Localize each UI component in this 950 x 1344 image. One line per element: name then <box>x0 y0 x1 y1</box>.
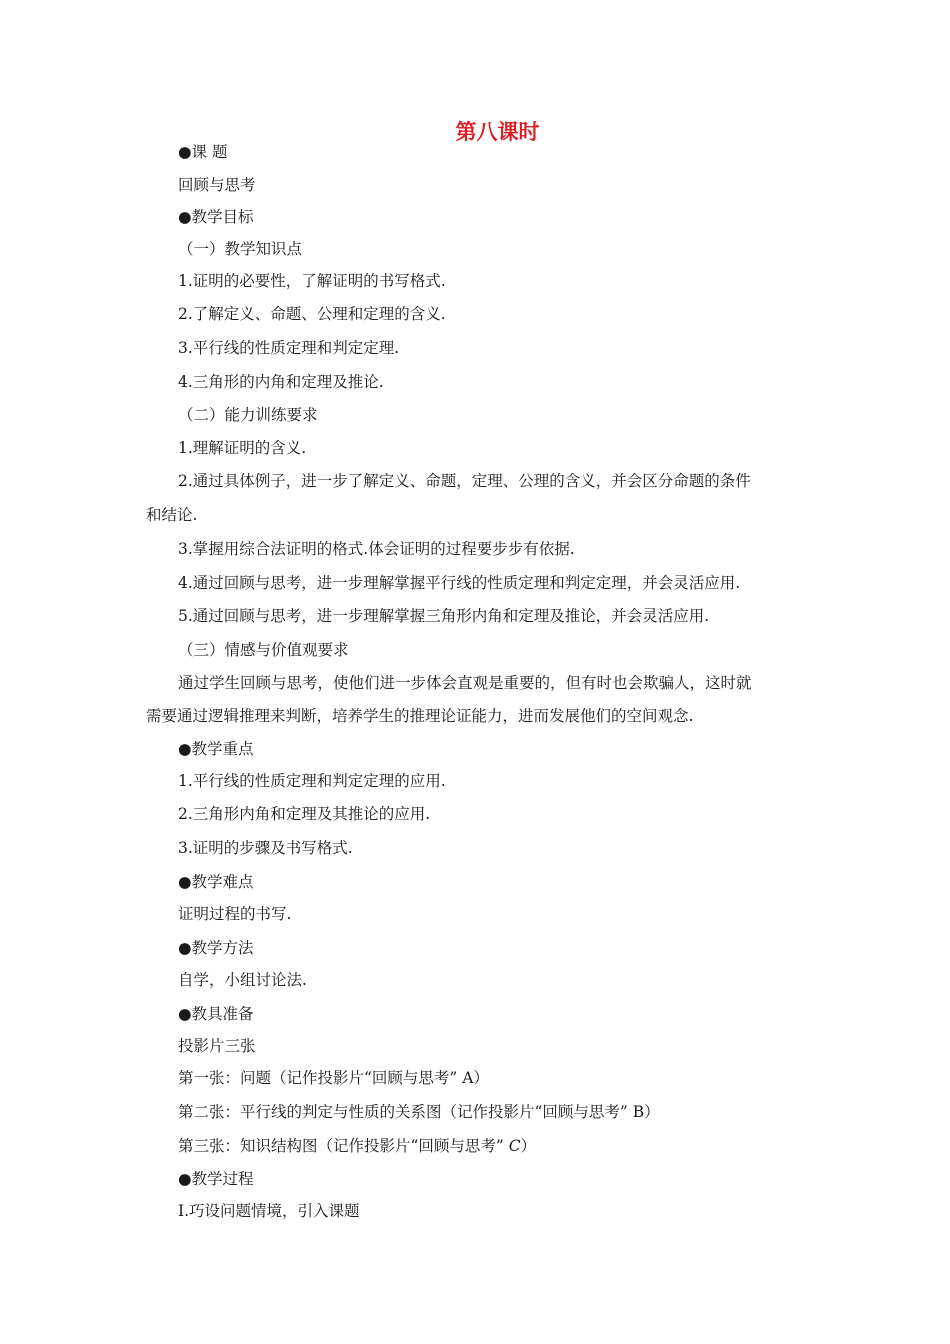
section-heading-methods: ●教学方法 <box>178 939 254 957</box>
list-item-continuation: 和结论. <box>146 506 198 524</box>
subheading-values: （三）情感与价值观要求 <box>178 641 349 659</box>
subheading-ability: （二）能力训练要求 <box>178 406 318 424</box>
methods-text: 自学，小组讨论法. <box>178 971 307 989</box>
list-item: 1.平行线的性质定理和判定定理的应用. <box>178 772 446 790</box>
list-item: 4.通过回顾与思考，进一步理解掌握平行线的性质定理和判定定理，并会灵活应用. <box>178 574 741 592</box>
list-item: 3.平行线的性质定理和判定定理. <box>178 339 400 357</box>
slide-item: 第一张：问题（记作投影片“回顾与思考” A） <box>178 1069 489 1087</box>
section-heading-key-points: ●教学重点 <box>178 740 254 758</box>
paragraph-line: 通过学生回顾与思考，使他们进一步体会直观是重要的，但有时也会欺骗人，这时就 <box>178 674 752 692</box>
page-title: 第八课时 <box>455 120 540 144</box>
slide-item: 第二张：平行线的判定与性质的关系图（记作投影片“回顾与思考” B） <box>178 1103 660 1121</box>
section-heading-goals: ●教学目标 <box>178 208 254 226</box>
topic-text: 回顾与思考 <box>178 176 256 194</box>
list-item: 1.理解证明的含义. <box>178 439 307 457</box>
list-item: 2.三角形内角和定理及其推论的应用. <box>178 805 431 823</box>
slide-item-close: ） <box>520 1137 537 1155</box>
list-item: 3.证明的步骤及书写格式. <box>178 839 353 857</box>
list-item: 3.掌握用综合法证明的格式.体会证明的过程要步步有依据. <box>178 540 575 558</box>
materials-text: 投影片三张 <box>178 1037 256 1055</box>
section-heading-materials: ●教具准备 <box>178 1005 254 1023</box>
difficulty-text: 证明过程的书写. <box>178 905 292 923</box>
slide-item <box>178 1136 536 1156</box>
list-item: 5.通过回顾与思考，进一步理解掌握三角形内角和定理及推论，并会灵活应用. <box>178 607 710 625</box>
subheading-knowledge: （一）教学知识点 <box>178 240 303 258</box>
list-item: 4.三角形的内角和定理及推论. <box>178 373 384 391</box>
list-item: 2.了解定义、命题、公理和定理的含义. <box>178 305 446 323</box>
section-heading-process: ●教学过程 <box>178 1170 254 1188</box>
slide-item-text: 第三张：知识结构图（记作投影片“回顾与思考” <box>178 1137 509 1155</box>
process-step: Ⅰ.巧设问题情境，引入课题 <box>178 1202 360 1220</box>
slide-item-letter: C <box>508 1137 521 1155</box>
section-heading-topic: ●课 题 <box>178 143 228 161</box>
paragraph-line: 需要通过逻辑推理来判断，培养学生的推理论证能力，进而发展他们的空间观念. <box>146 707 694 725</box>
list-item: 1.证明的必要性，了解证明的书写格式. <box>178 272 446 290</box>
list-item: 2.通过具体例子，进一步了解定义、命题，定理、公理的含义，并会区分命题的条件 <box>178 472 751 490</box>
section-heading-difficulties: ●教学难点 <box>178 873 254 891</box>
